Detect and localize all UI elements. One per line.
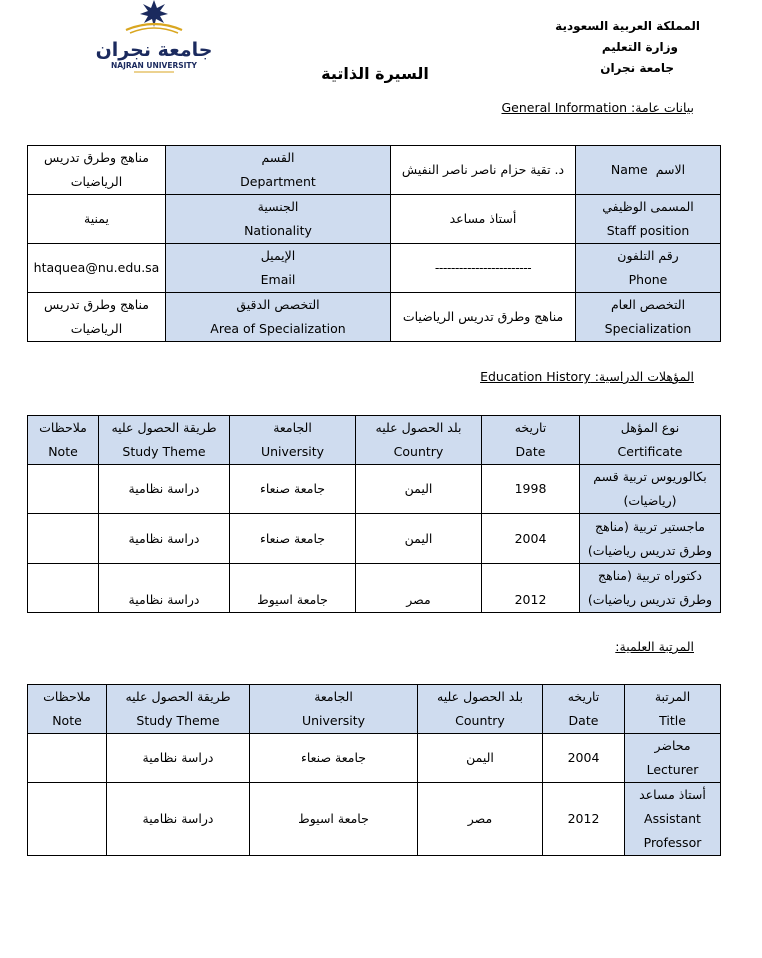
department-value: مناهج وطرق تدريس الرياضيات xyxy=(28,146,166,195)
ministry-name: وزارة التعليم xyxy=(601,40,678,54)
email-value: htaquea@nu.edu.sa xyxy=(28,244,166,293)
study-theme-cell: دراسة نظامية xyxy=(99,465,230,514)
specialization-label: التخصص العام Specialization xyxy=(576,293,721,342)
nationality-label: الجنسية Nationality xyxy=(166,195,391,244)
nationality-value: يمنية xyxy=(28,195,166,244)
logo-arabic: جامعة نجران xyxy=(95,39,213,61)
study-theme-cell: دراسة نظامية xyxy=(99,564,230,613)
note-cell xyxy=(28,514,99,564)
date-cell: 2012 xyxy=(543,783,625,856)
university-cell: جامعة صنعاء xyxy=(230,514,356,564)
col-university: الجامعة University xyxy=(230,416,356,465)
academic-rank-table xyxy=(27,684,721,856)
institution-header xyxy=(555,16,700,79)
col-university: الجامعة University xyxy=(250,685,418,734)
country-cell: اليمن xyxy=(418,734,543,783)
table-header-row xyxy=(28,685,721,734)
date-cell: 2012 xyxy=(482,564,580,613)
col-study-theme: طريقة الحصول عليه Study Theme xyxy=(99,416,230,465)
general-info-heading: بيانات عامة: General Information xyxy=(501,100,694,115)
table-row xyxy=(28,146,721,195)
university-cell: جامعة اسيوط xyxy=(230,564,356,613)
name-label: الاسم Name xyxy=(576,146,721,195)
note-cell xyxy=(28,734,107,783)
specialization-value: مناهج وطرق تدريس الرياضيات xyxy=(391,293,576,342)
table-row xyxy=(28,293,721,342)
col-study-theme: طريقة الحصول عليه Study Theme xyxy=(107,685,250,734)
country-cell: اليمن xyxy=(356,465,482,514)
col-note: ملاحظات Note xyxy=(28,685,107,734)
study-theme-cell: دراسة نظامية xyxy=(99,514,230,564)
col-date: تاريخه Date xyxy=(543,685,625,734)
col-country: بلد الحصول عليه Country xyxy=(356,416,482,465)
table-row xyxy=(28,514,721,564)
rank-title-cell: محاضر Lecturer xyxy=(625,734,721,783)
education-table xyxy=(27,415,721,613)
education-heading: المؤهلات الدراسية: Education History xyxy=(480,369,694,384)
kingdom-name: المملكة العربية السعودية xyxy=(555,19,700,33)
col-country: بلد الحصول عليه Country xyxy=(418,685,543,734)
phone-value: ------------------------ xyxy=(391,244,576,293)
certificate-cell: بكالوريوس تربية قسم (رياضيات) xyxy=(580,465,721,514)
academic-rank-heading: المرتبة العلمية: xyxy=(615,639,694,654)
table-row xyxy=(28,564,721,613)
general-info-table xyxy=(27,145,721,342)
country-cell: مصر xyxy=(418,783,543,856)
study-theme-cell: دراسة نظامية xyxy=(107,783,250,856)
page-title: السيرة الذاتية xyxy=(321,64,429,83)
university-logo xyxy=(95,0,213,76)
certificate-cell: ماجستير تربية (مناهج وطرق تدريس رياضيات) xyxy=(580,514,721,564)
area-specialization-label: التخصص الدقيق Area of Specialization xyxy=(166,293,391,342)
date-cell: 2004 xyxy=(543,734,625,783)
note-cell xyxy=(28,564,99,613)
date-cell: 1998 xyxy=(482,465,580,514)
col-title: المرتبة Title xyxy=(625,685,721,734)
note-cell xyxy=(28,783,107,856)
table-row xyxy=(28,195,721,244)
certificate-cell: دكتوراه تربية (مناهج وطرق تدريس رياضيات) xyxy=(580,564,721,613)
date-cell: 2004 xyxy=(482,514,580,564)
col-certificate: نوع المؤهل Certificate xyxy=(580,416,721,465)
col-date: تاريخه Date xyxy=(482,416,580,465)
col-note: ملاحظات Note xyxy=(28,416,99,465)
country-cell: اليمن xyxy=(356,514,482,564)
table-row xyxy=(28,783,721,856)
staff-position-label: المسمى الوظيفي Staff position xyxy=(576,195,721,244)
staff-position-value: أستاذ مساعد xyxy=(391,195,576,244)
phone-label: رقم التلفون Phone xyxy=(576,244,721,293)
university-cell: جامعة اسيوط xyxy=(250,783,418,856)
name-value: د. تقية حزام ناصر ناصر النفيش xyxy=(391,146,576,195)
study-theme-cell: دراسة نظامية xyxy=(107,734,250,783)
rank-title-cell: أستاذ مساعد Assistant Professor xyxy=(625,783,721,856)
area-specialization-value: مناهج وطرق تدريس الرياضيات xyxy=(28,293,166,342)
table-row xyxy=(28,734,721,783)
table-row xyxy=(28,244,721,293)
country-cell: مصر xyxy=(356,564,482,613)
note-cell xyxy=(28,465,99,514)
university-cell: جامعة صنعاء xyxy=(250,734,418,783)
department-label: القسم Department xyxy=(166,146,391,195)
email-label: الإيميل Email xyxy=(166,244,391,293)
logo-english: NAJRAN UNIVERSITY xyxy=(111,61,197,70)
university-cell: جامعة صنعاء xyxy=(230,465,356,514)
university-name: جامعة نجران xyxy=(600,61,674,75)
table-header-row xyxy=(28,416,721,465)
table-row xyxy=(28,465,721,514)
